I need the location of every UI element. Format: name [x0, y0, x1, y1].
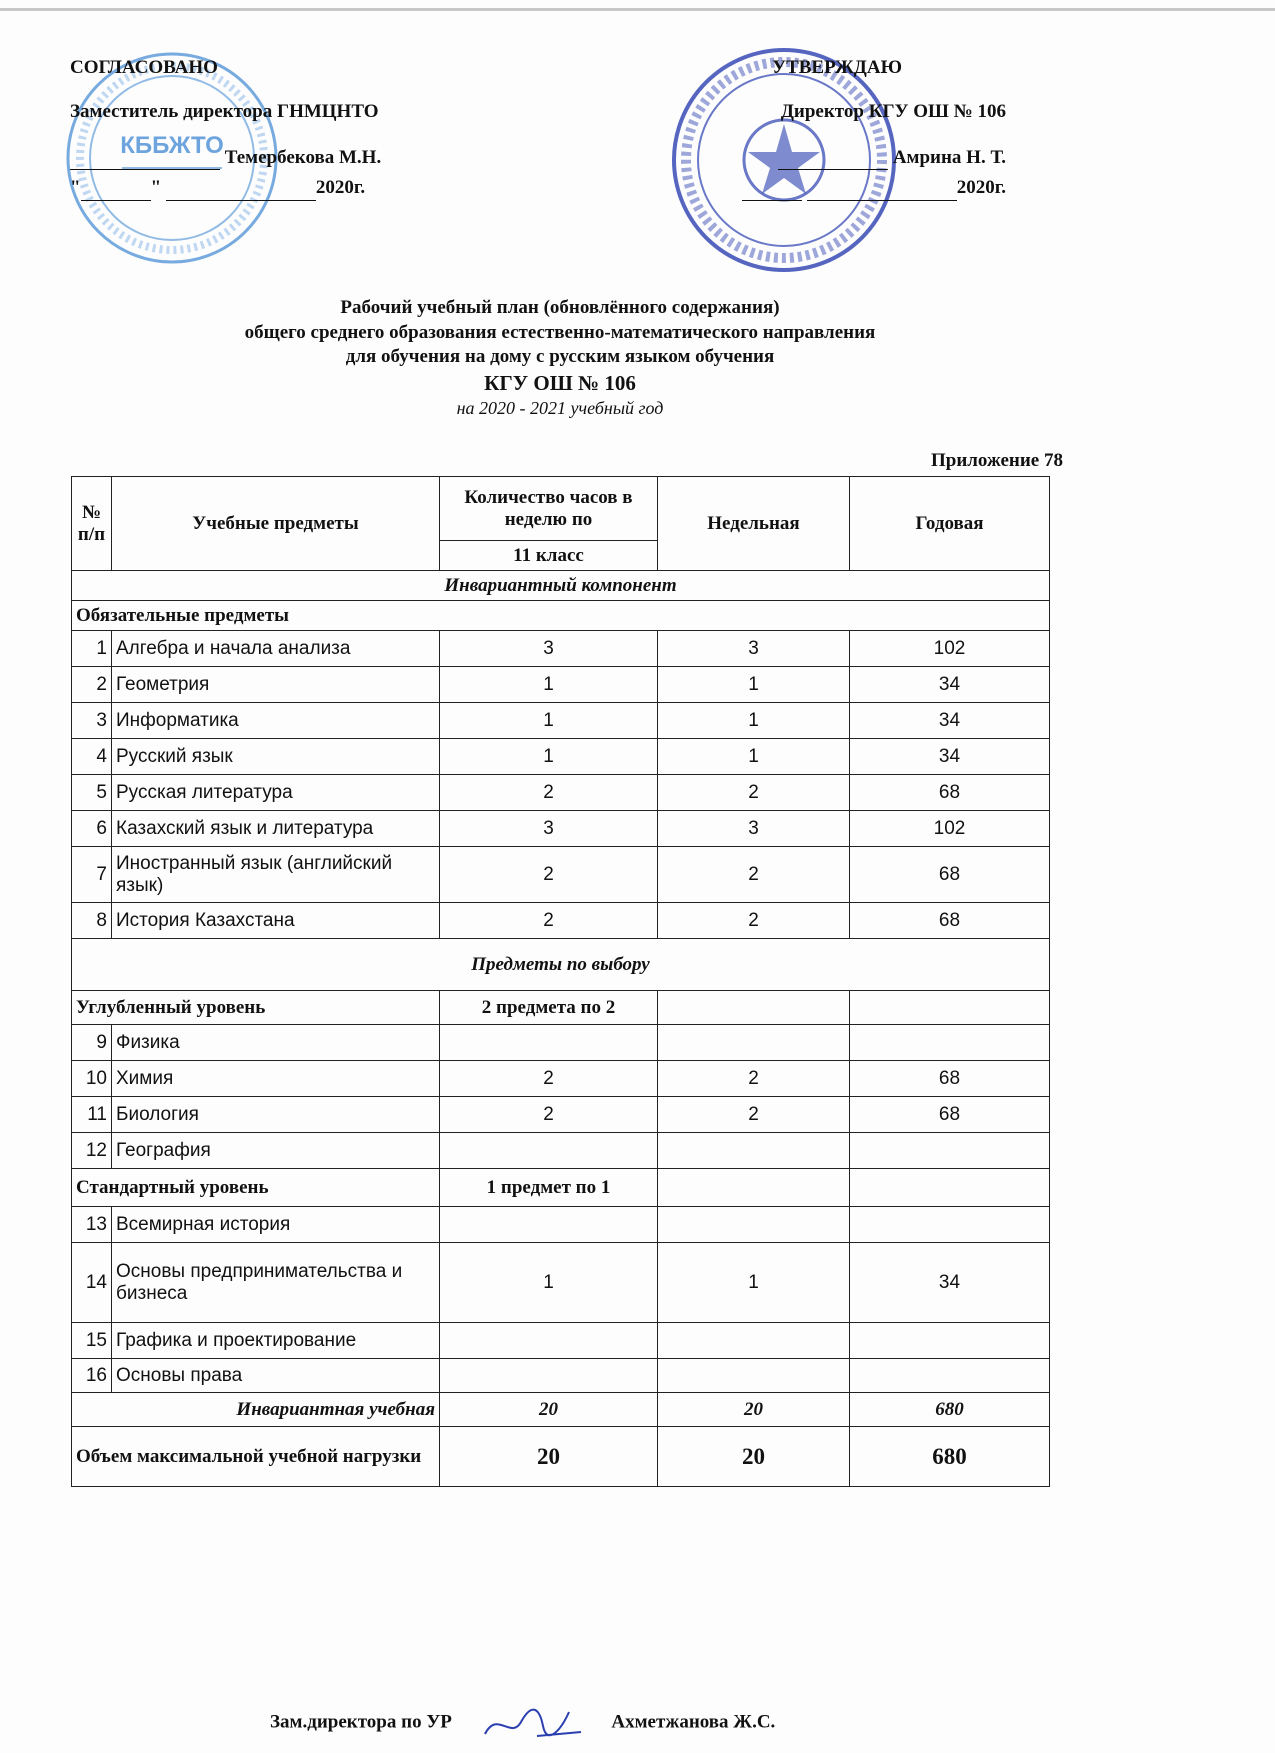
right-approval-signature-line	[690, 146, 1006, 171]
right-approval-title: УТВЕРЖДАЮ	[772, 57, 902, 78]
max-load-hours: 20	[440, 1427, 658, 1487]
curriculum-table	[71, 476, 1050, 1487]
row-weekly: 1	[658, 739, 850, 775]
row-yearly: 68	[850, 775, 1050, 811]
max-load-yearly: 680	[850, 1427, 1050, 1487]
table-row	[72, 1359, 1050, 1393]
row-subject: Русская литература	[112, 775, 440, 811]
handwritten-signature	[477, 1700, 587, 1746]
row-yearly: 68	[850, 1097, 1050, 1133]
row-subject: Всемирная история	[112, 1207, 440, 1243]
table-row	[72, 631, 1050, 667]
row-num: 15	[72, 1323, 112, 1359]
row-subject: Информатика	[112, 703, 440, 739]
date-day-blank	[81, 176, 151, 201]
date-month-blank	[166, 176, 316, 201]
row-num: 10	[72, 1061, 112, 1097]
table-row	[72, 1323, 1050, 1359]
table-row	[72, 739, 1050, 775]
row-num: 6	[72, 811, 112, 847]
row-subject: Физика	[112, 1025, 440, 1061]
left-approval-position: Заместитель директора ГНМЦНТО	[70, 100, 379, 122]
empty-cell	[850, 1169, 1050, 1207]
section-row	[72, 571, 1050, 601]
row-weekly: 2	[658, 847, 850, 903]
left-approval-signature-line	[70, 146, 381, 171]
invariant-total-weekly: 20	[658, 1393, 850, 1427]
row-num: 4	[72, 739, 112, 775]
row-num: 8	[72, 903, 112, 939]
row-yearly: 34	[850, 703, 1050, 739]
row-num: 11	[72, 1097, 112, 1133]
footer-position: Зам.директора по УР	[270, 1711, 452, 1733]
row-yearly	[850, 1133, 1050, 1169]
row-yearly: 34	[850, 667, 1050, 703]
scan-edge	[0, 8, 1275, 11]
left-approval-title: СОГЛАСОВАНО	[70, 57, 218, 78]
row-weekly: 2	[658, 903, 850, 939]
right-approval-name: Амрина Н. Т.	[892, 146, 1006, 168]
row-weekly: 1	[658, 667, 850, 703]
row-subject: Геометрия	[112, 667, 440, 703]
row-yearly	[850, 1025, 1050, 1061]
section-invariant: Инвариантный компонент	[72, 571, 1050, 601]
header-yearly: Годовая	[850, 477, 1050, 571]
invariant-total-yearly: 680	[850, 1393, 1050, 1427]
table-row	[72, 667, 1050, 703]
row-weekly: 1	[658, 1243, 850, 1323]
row-num: 14	[72, 1243, 112, 1323]
appendix-label: Приложение 78	[930, 450, 1063, 471]
row-num: 5	[72, 775, 112, 811]
signature-blank	[778, 146, 888, 171]
group-standard: Стандартный уровень	[72, 1169, 440, 1207]
table-row	[72, 775, 1050, 811]
row-subject: Русский язык	[112, 739, 440, 775]
row-hours	[440, 1025, 658, 1061]
table-row	[72, 1025, 1050, 1061]
table-row	[72, 811, 1050, 847]
row-hours: 1	[440, 739, 658, 775]
row-weekly: 2	[658, 1097, 850, 1133]
empty-cell	[658, 1169, 850, 1207]
group-advanced: Углубленный уровень	[72, 991, 440, 1025]
row-subject: Казахский язык и литература	[112, 811, 440, 847]
table-row	[72, 703, 1050, 739]
row-hours	[440, 1323, 658, 1359]
row-yearly: 102	[850, 631, 1050, 667]
table-row	[72, 1097, 1050, 1133]
row-weekly: 1	[658, 703, 850, 739]
row-weekly: 2	[658, 775, 850, 811]
footer-name: Ахметжанова Ж.С.	[611, 1711, 776, 1733]
left-approval-date: " " 2020г.	[70, 176, 381, 201]
row-hours: 2	[440, 775, 658, 811]
group-row	[72, 1169, 1050, 1207]
row-weekly	[658, 1207, 850, 1243]
title-line-1: Рабочий учебный план (обновлённого содержания)	[340, 297, 780, 318]
row-subject: Основы предпринимательства и бизнеса	[112, 1243, 440, 1323]
row-hours: 1	[440, 703, 658, 739]
row-yearly	[850, 1323, 1050, 1359]
date-month-blank	[807, 176, 957, 201]
header-row	[72, 477, 1050, 541]
table-row	[72, 1061, 1050, 1097]
row-hours: 3	[440, 811, 658, 847]
row-weekly: 3	[658, 631, 850, 667]
row-yearly: 68	[850, 903, 1050, 939]
title-org: КГУ ОШ № 106	[484, 371, 636, 396]
row-weekly	[658, 1025, 850, 1061]
row-weekly	[658, 1323, 850, 1359]
row-hours	[440, 1359, 658, 1393]
group-advanced-note: 2 предмета по 2	[440, 991, 658, 1025]
title-line-2: общего среднего образования естественно-математического направления	[244, 321, 876, 343]
group-row	[72, 991, 1050, 1025]
row-weekly: 2	[658, 1061, 850, 1097]
row-yearly: 68	[850, 847, 1050, 903]
row-hours	[440, 1207, 658, 1243]
row-num: 2	[72, 667, 112, 703]
max-load-row	[72, 1427, 1050, 1487]
row-yearly: 102	[850, 811, 1050, 847]
row-weekly: 3	[658, 811, 850, 847]
row-yearly: 34	[850, 1243, 1050, 1323]
row-num: 12	[72, 1133, 112, 1169]
row-subject: Химия	[112, 1061, 440, 1097]
row-subject: Биология	[112, 1097, 440, 1133]
row-num: 16	[72, 1359, 112, 1393]
invariant-total-hours: 20	[440, 1393, 658, 1427]
section-row	[72, 939, 1050, 991]
header-subject: Учебные предметы	[112, 477, 440, 571]
max-load-weekly: 20	[658, 1427, 850, 1487]
row-hours: 2	[440, 903, 658, 939]
row-weekly	[658, 1359, 850, 1393]
row-hours: 1	[440, 1243, 658, 1323]
group-row	[72, 601, 1050, 631]
left-approval-year: 2020г.	[315, 177, 366, 199]
row-yearly	[850, 1359, 1050, 1393]
right-approval-date	[690, 176, 1006, 201]
right-approval-block	[690, 56, 1006, 201]
row-weekly	[658, 1133, 850, 1169]
header-hours: Количество часов в неделю по	[440, 477, 658, 541]
row-yearly	[850, 1207, 1050, 1243]
signature-blank	[70, 146, 220, 171]
row-num: 3	[72, 703, 112, 739]
row-hours: 1	[440, 667, 658, 703]
stamp-left-text: КББЖТО	[120, 132, 224, 159]
header-num: № п/п	[72, 477, 112, 571]
left-approval-name: Темербекова М.Н.	[224, 146, 382, 168]
title-year: на 2020 - 2021 учебный год	[456, 398, 664, 419]
table-row	[72, 903, 1050, 939]
row-hours: 2	[440, 1061, 658, 1097]
row-subject: Иностранный язык (английский язык)	[112, 847, 440, 903]
header-grade: 11 класс	[440, 541, 658, 571]
title-line-3: для обучения на дому с русским языком обучения	[345, 346, 775, 368]
row-subject: Алгебра и начала анализа	[112, 631, 440, 667]
row-subject: История Казахстана	[112, 903, 440, 939]
row-hours	[440, 1133, 658, 1169]
row-hours: 2	[440, 847, 658, 903]
right-approval-position: Директор КГУ ОШ № 106	[780, 100, 1006, 122]
row-hours: 2	[440, 1097, 658, 1133]
header-weekly: Недельная	[658, 477, 850, 571]
row-yearly: 68	[850, 1061, 1050, 1097]
left-approval-block	[70, 56, 381, 201]
date-day-blank	[742, 176, 802, 201]
empty-cell	[658, 991, 850, 1025]
row-num: 9	[72, 1025, 112, 1061]
table-row	[72, 847, 1050, 903]
document-title	[60, 296, 1060, 421]
row-num: 7	[72, 847, 112, 903]
table-row	[72, 1243, 1050, 1323]
section-elective: Предметы по выбору	[72, 939, 1050, 991]
empty-cell	[850, 991, 1050, 1025]
row-num: 13	[72, 1207, 112, 1243]
max-load-label: Объем максимальной учебной нагрузки	[72, 1427, 440, 1487]
row-yearly: 34	[850, 739, 1050, 775]
table-row	[72, 1133, 1050, 1169]
group-mandatory: Обязательные предметы	[72, 601, 1050, 631]
right-approval-year: 2020г.	[956, 177, 1006, 199]
row-subject: Графика и проектирование	[112, 1323, 440, 1359]
row-hours: 3	[440, 631, 658, 667]
invariant-total-label: Инвариантная учебная	[72, 1393, 440, 1427]
footer-signature	[270, 1700, 775, 1746]
table-row	[72, 1207, 1050, 1243]
row-num: 1	[72, 631, 112, 667]
group-standard-note: 1 предмет по 1	[440, 1169, 658, 1207]
row-subject: Основы права	[112, 1359, 440, 1393]
invariant-total-row	[72, 1393, 1050, 1427]
row-subject: География	[112, 1133, 440, 1169]
